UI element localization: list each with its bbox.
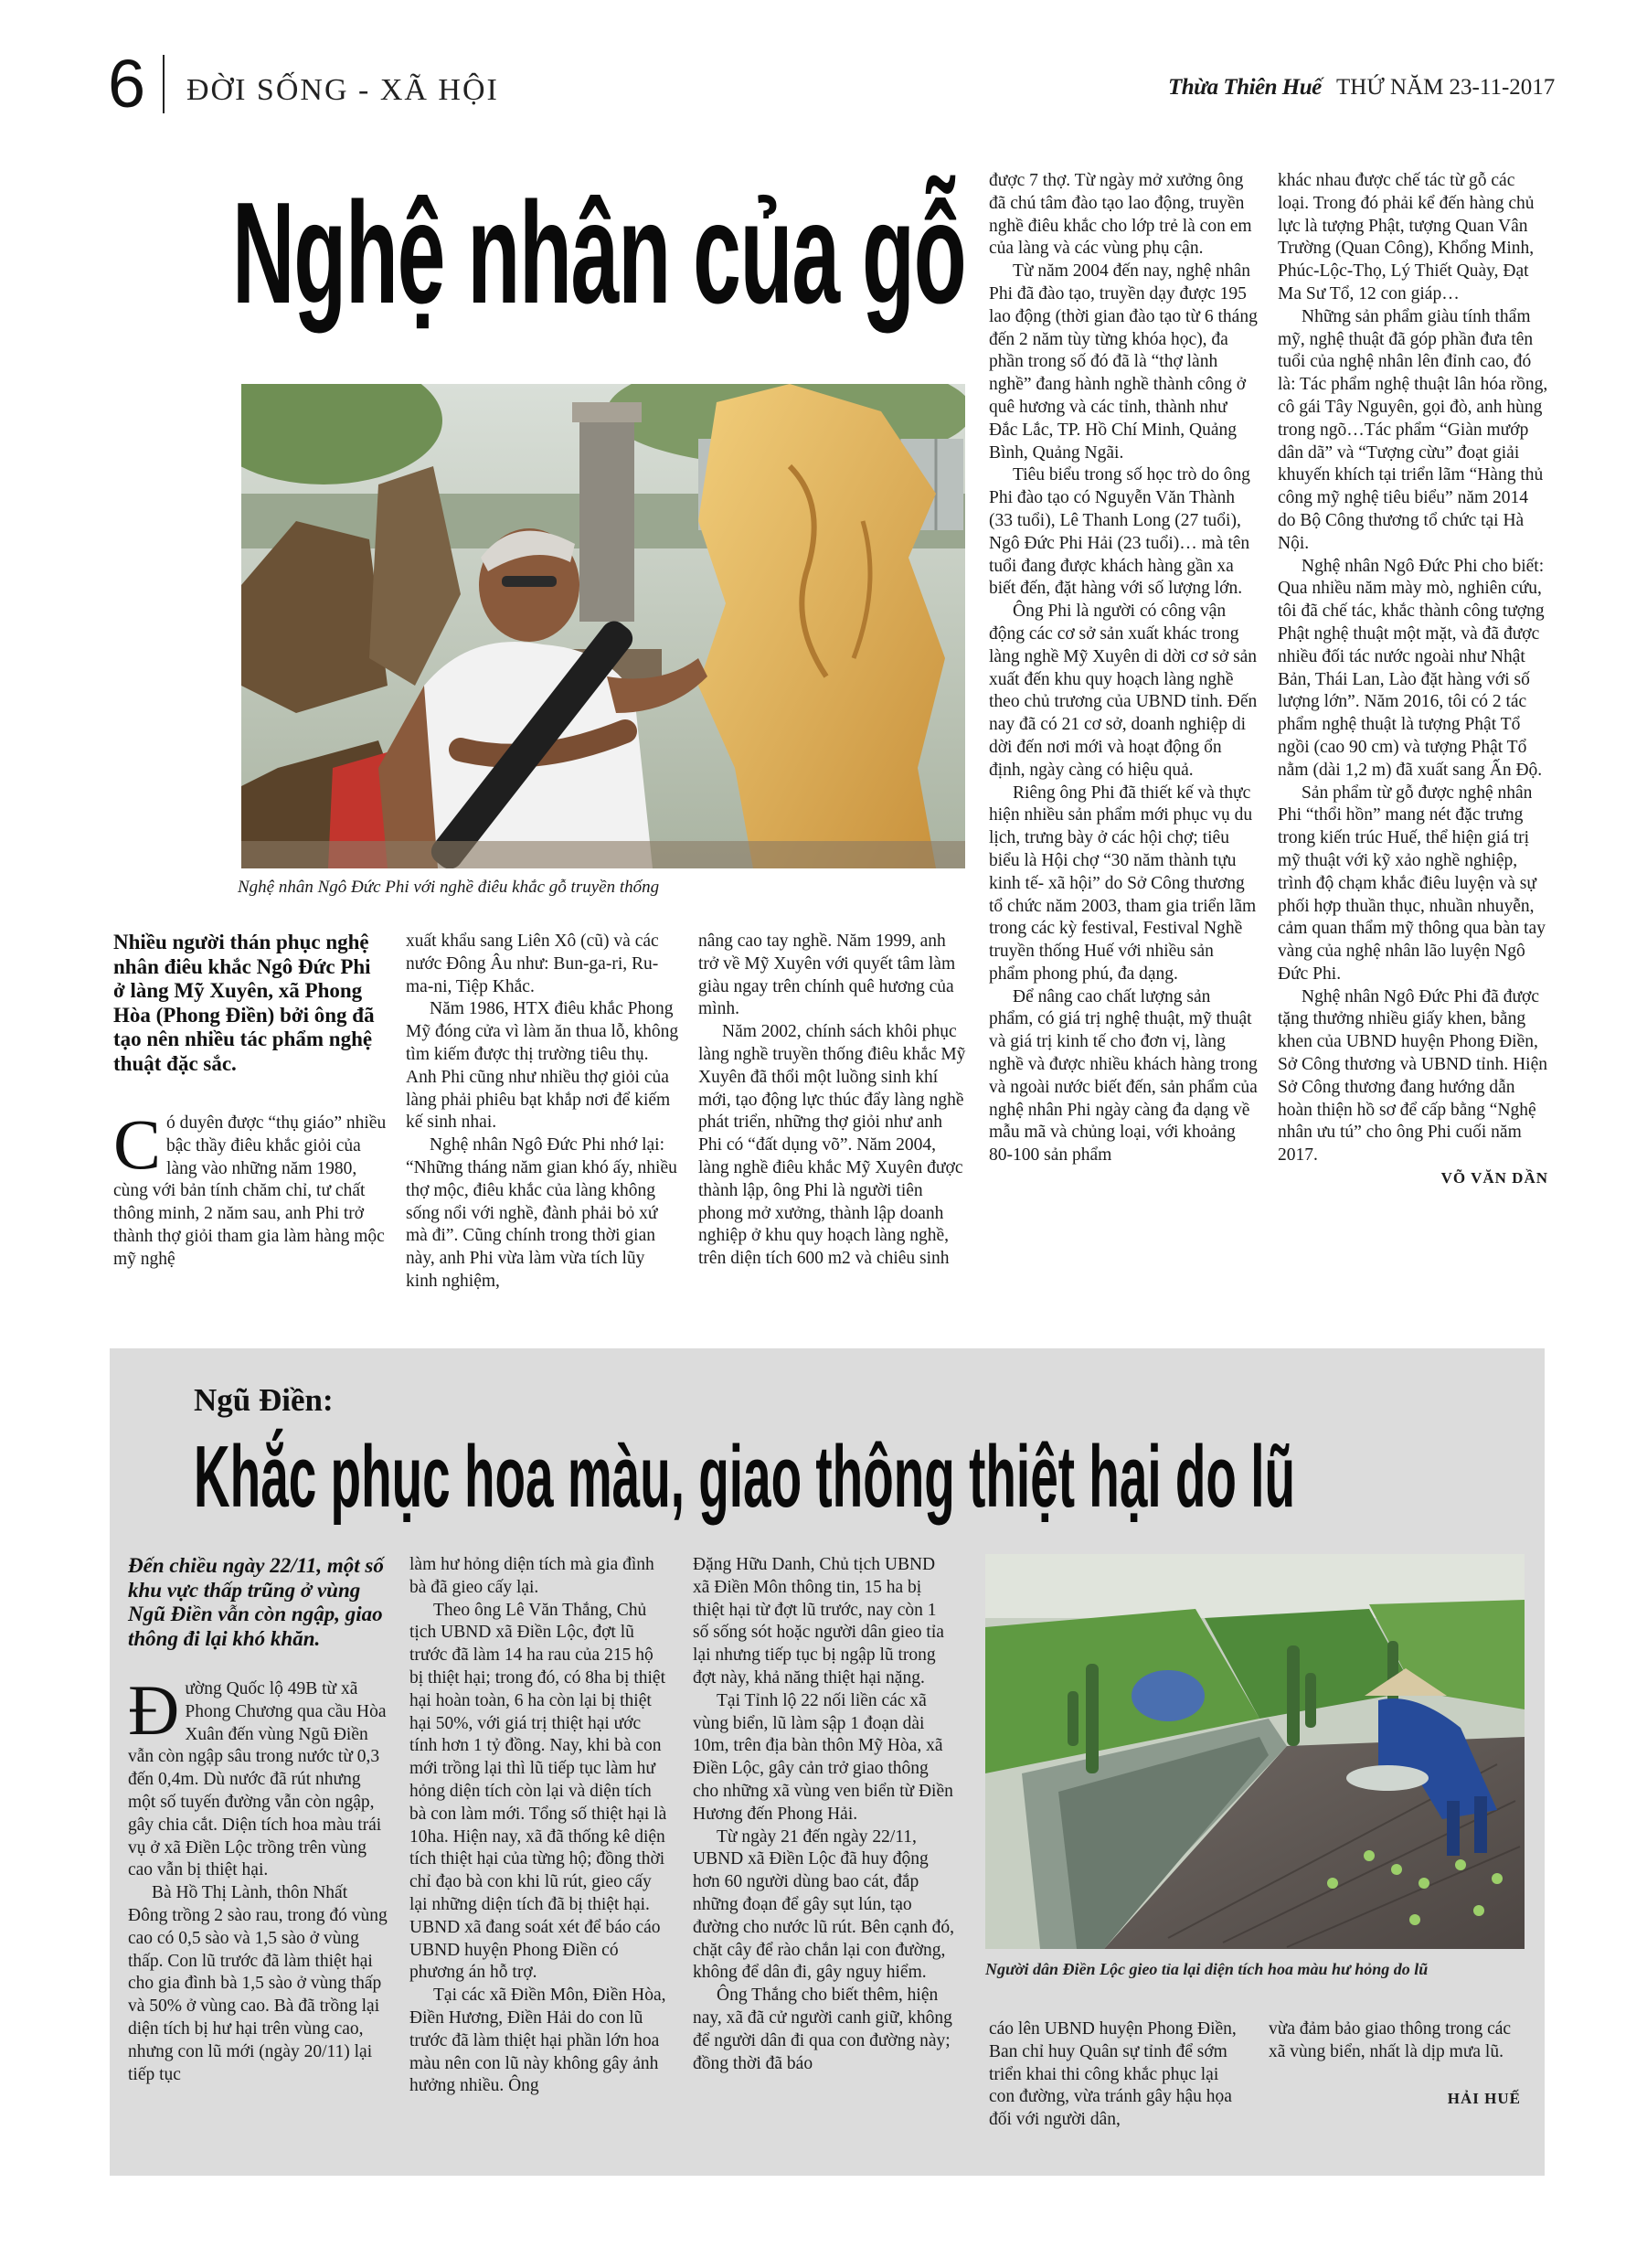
article-title: Nghệ nhân của gỗ [232, 173, 966, 334]
article-paragraph: Ông Phi là người có công vận động các cơ sở sản xuất khác trong làng nghề Mỹ Xuyên di dời cơ sở sản xuất đến khu quy hoạch làng nghề theo chủ trương của UBND tỉnh. Đến nay đã có 21 cơ sở, doanh nghiệp di dời đến nơi mới và hoạt động ổn định, ngày càng có hiệu quả. [989, 602, 1258, 780]
article-paragraph: Tại các xã Điền Môn, Điền Hòa, Điền Hương, Điền Hải do con lũ trước đã làm thiệt hại phần lớn hoa màu nên con lũ này không gây ảnh hưởng nhiều. Ông [409, 1986, 666, 2096]
article-paragraph: Nghệ nhân Ngô Đức Phi đã được tặng thưởng nhiều giấy khen, bằng khen của UBND huyện Phong Điền, Sở Công thương và UBND tỉnh. Hiện Sở Công thương đang hướng dẫn hoàn thiện hồ sơ để cấp bằng “Nghệ nhân ưu tú” cho ông Phi cuối năm 2017. [1278, 986, 1547, 1166]
article-paragraph: Nghệ nhân Ngô Đức Phi nhớ lại: “Những tháng năm gian khó ấy, nhiều thợ mộc, điêu khắc của làng không sống nổi với nghề, đành phải bỏ xứ mà đi”. Cũng chính trong thời gian này, anh Phi vừa làm vừa tích lũy kinh nghiệm, [406, 1135, 677, 1291]
article-paragraph: Ông Thắng cho biết thêm, hiện nay, xã đã cử người canh giữ, không để người dân đi qua con đường này; đồng thời đã báo [693, 1986, 952, 2073]
article2-column-3 [693, 1554, 954, 2075]
article-paragraph: Năm 1986, HTX điêu khắc Phong Mỹ đóng cửa vì làm ăn thua lỗ, không tìm kiếm được thị trường tiêu thụ. Anh Phi cũng như nhiều thợ giỏi của làng phải phiêu bạt khắp nơi để kiếm kế sinh nhai. [406, 999, 679, 1133]
drop-cap: Đ [128, 1670, 180, 1750]
drop-cap: C [113, 1104, 162, 1184]
photo-caption: Nghệ nhân Ngô Đức Phi với nghề điêu khắc gỗ truyền thống [238, 878, 660, 897]
article2-column-1 [128, 1554, 389, 2086]
article-paragraph: Theo ông Lê Văn Thắng, Chủ tịch UBND xã Điền Lộc, đợt lũ trước đã làm 14 ha rau của 215 hộ bị thiệt hại; trong đó, có 8ha bị thiệt hại hoàn toàn, 6 ha còn lại bị thiệt hại 50%, với giá trị thiệt hại ước tính hơn 1 tỷ đồng. Nay, khi bà con mới trồng lại thì lũ tiếp tục làm hư hỏng diện tích còn lại và diện tích bà con làm mới. Tổng số thiệt hại là 10ha. Hiện nay, xã đã thống kê diện tích thiệt hại của từng hộ; đồng thời chỉ đạo bà con khi lũ rút, gieo cấy lại những diện tích đã bị thiệt hại. UBND xã đang soát xét để báo cáo UBND huyện Phong Điền có phương án hỗ trợ. [409, 1600, 667, 1983]
issue-date: THỨ NĂM 23-11-2017 [1336, 75, 1556, 100]
article-paragraph: Đường Quốc lộ 49B từ xã Phong Chương qua cầu Hòa Xuân đến vùng Ngũ Điền vẫn còn ngập sâu trong nước từ 0,3 đến 0,4m. Dù nước đã rút nhưng một số tuyến đường vẫn còn ngập, gây chia cắt. Diện tích hoa màu trái vụ ở xã Điền Lộc trồng trên vùng cao vẫn bị thiệt hại. [128, 1670, 387, 1880]
section-title: ĐỜI SỐNG - XÃ HỘI [186, 73, 499, 107]
article1-column-5 [1278, 170, 1548, 1190]
article-lead: Nhiều người thán phục nghệ nhân điêu khắc Ngô Đức Phi ở làng Mỹ Xuyên, xã Phong Hòa (Phong Điền) bởi ông đã tạo nên nhiều tác phẩm nghệ thuật đặc sắc. [113, 931, 375, 1075]
article-paragraph: xuất khẩu sang Liên Xô (cũ) và các nước Đông Âu như: Bun-ga-ri, Ru-ma-ni, Tiệp Khắc. [406, 932, 659, 996]
author-byline: VÕ VĂN DẦN [1440, 1169, 1548, 1187]
photo-caption: Người dân Điền Lộc gieo tỉa lại diện tích hoa màu hư hỏng do lũ [985, 1960, 1429, 1978]
article2-column-5 [1269, 2018, 1521, 2110]
article-paragraph: được 7 thợ. Từ ngày mở xưởng ông đã chú tâm đào tạo lao động, truyền nghề điêu khắc cho lớp trẻ là con em của làng và các vùng phụ cận. [989, 171, 1252, 259]
article-paragraph: cáo lên UBND huyện Phong Điền, Ban chỉ huy Quân sự tỉnh để sớm triển khai thi công khắc phục lại con đường, vừa tránh gây hậu họa đối với người dân, [989, 2019, 1237, 2130]
article-paragraph: làm hư hỏng diện tích mà gia đình bà đã gieo cấy lại. [409, 1555, 654, 1597]
article-paragraph: Đặng Hữu Danh, Chủ tịch UBND xã Điền Môn thông tin, 15 ha bị thiệt hại từ đợt lũ trước, nay còn 1 số sống sót hoặc người dân gieo tỉa lại nhưng tiếp tục bị ngập lũ trong đợt này, khả năng thiệt hại nặng. [693, 1555, 944, 1688]
article-paragraph: Sản phẩm từ gỗ được nghệ nhân Phi “thổi hồn” mang nét đặc trưng trong kiến trúc Huế, thể hiện giá trị mỹ thuật với kỹ xảo nghề nghiệp, trình độ chạm khắc điêu luyện và sự phối hợp thuần thục, nhuần nhuyễn, cảm quan thẩm mỹ thông qua bàn tay vàng của nghệ nhân lão luyện Ngô Đức Phi. [1278, 783, 1546, 984]
article2-column-2 [409, 1554, 669, 2098]
article-paragraph: vừa đảm bảo giao thông trong các xã vùng biển, nhất là dịp mưa lũ. [1269, 2019, 1512, 2061]
article1-column-1 [113, 931, 388, 1272]
article-paragraph: Từ năm 2004 đến nay, nghệ nhân Phi đã đào tạo, truyền dạy được 195 lao động (thời gian đào tạo từ 6 tháng đến 2 năm tùy từng khóa học), đa phần trong số đó đã là “thợ lành nghề” đang hành nghề thành công ở quê hương và các tỉnh, thành như Đắc Lắc, TP. Hồ Chí Minh, Quảng Bình, Quảng Ngãi. [989, 261, 1258, 463]
article2-column-4 [989, 2018, 1241, 2132]
article-paragraph: Tiêu biểu trong số học trò do ông Phi đào tạo có Nguyễn Văn Thành (33 tuổi), Lê Thanh Long (27 tuổi), Ngô Đức Phi Hải (23 tuổi)… mà tên tuổi đang được khách hàng gần xa biết đến, đặt hàng với số lượng lớn. [989, 465, 1250, 599]
article2-lead: Đến chiều ngày 22/11, một số khu vực thấp trũng ở vùng Ngũ Điền vẫn còn ngập, giao thông đi lại khó khăn. [128, 1554, 384, 1650]
article-paragraph: khác nhau được chế tác từ gỗ các loại. Trong đó phải kể đến hàng chủ lực là tượng Phật, tượng Quan Vân Trường (Quan Công), Khổng Minh, Phúc-Lộc-Thọ, Lý Thiết Quày, Đạt Ma Sư Tổ, 12 con giáp… [1278, 171, 1535, 303]
article2-kicker: Ngũ Điền: [194, 1382, 334, 1418]
article-paragraph: Từ ngày 21 đến ngày 22/11, UBND xã Điền Lộc đã huy động hơn 60 người dùng bao cát, đắp những đoạn để gây sụt lún, tạo đường cho nước lũ rút. Bên cạnh đó, chặt cây để rào chắn lại con đường, không để dân đi, gây nguy hiểm. [693, 1826, 954, 1983]
article-paragraph: nâng cao tay nghề. Năm 1999, anh trở về Mỹ Xuyên với quyết tâm làm giàu ngay trên chính quê hương của mình. [698, 932, 956, 1019]
article-paragraph: Nghệ nhân Ngô Đức Phi cho biết: Qua nhiều năm mày mò, nghiên cứu, tôi đã chế tác, khắc thành công tượng Phật nghệ thuật một mặt, và đã được nhiều đối tác nước ngoài như Nhật Bản, Thái Lan, Lào đặt hàng với số lượng lớn”. Năm 2016, tôi có 2 tác phẩm nghệ thuật là tượng Phật Tổ ngồi (cao 90 cm) và tượng Phật Tổ nằm (dài 1,2 m) đã xuất sang Ấn Độ. [1278, 556, 1545, 780]
article-photo-woodcarver [241, 384, 965, 868]
newspaper-name: Thừa Thiên Huế [1168, 75, 1322, 100]
author-byline: HẢI HUẾ [1447, 2089, 1521, 2107]
article-paragraph: Riêng ông Phi đã thiết kế và thực hiện nhiều sản phẩm mới phục vụ du lịch, trưng bày ở các hội chợ; tiêu biểu là Hội chợ “30 năm thành tựu kinh tế- xã hội” do Sở Công thương tổ chức năm 2003, tham gia triển lãm trong các kỳ festival, Festival Nghề truyền thống Huế với nhiều sản phẩm phong phú, đa dạng. [989, 783, 1257, 984]
article-paragraph: Tại Tỉnh lộ 22 nối liền các xã vùng biển, lũ làm sập 1 đoạn dài 10m, trên địa bàn thôn Mỹ Hòa, xã Điền Lộc, gây cản trở giao thông cho những xã vùng ven biển từ Điền Hương đến Phong Hải. [693, 1690, 953, 1824]
article1-column-2 [406, 931, 680, 1294]
article2-photo-field [985, 1554, 1525, 1949]
article1-column-3 [698, 931, 969, 1271]
header-divider [163, 55, 165, 113]
article-paragraph: Những sản phẩm giàu tính thẩm mỹ, nghệ thuật đã góp phần đưa tên tuổi của nghệ nhân lên đỉnh cao, đó là: Tác phẩm nghệ thuật lân hóa rồng, cô gái Tây Nguyên, gọi đò, anh hùng trong ngõ…Tác phẩm “Giàn mướp dân dã” và “Tượng cừu” đoạt giải khuyến khích tại triển lãm “Hàng thủ công mỹ nghệ tiêu biểu” năm 2014 do Bộ Công thương tổ chức tại Hà Nội. [1278, 306, 1548, 553]
article-paragraph: Năm 2002, chính sách khôi phục làng nghề truyền thống điêu khắc Mỹ Xuyên đã thổi một luồng sinh khí mới, tạo động lực thúc đẩy làng nghề phát triển, những thợ giỏi như anh Phi có “đất dụng võ”. Năm 2004, làng nghề điêu khắc Mỹ Xuyên được thành lập, ông Phi là người tiên phong mở xưởng, thành lập doanh nghiệp ở khu quy hoạch làng nghề, trên diện tích 600 m2 và chiêu sinh [698, 1022, 966, 1269]
article-paragraph: Bà Hồ Thị Lành, thôn Nhất Đông trồng 2 sào rau, trong đó vùng cao có 0,5 sào và 1,5 sào ở vùng thấp. Con lũ trước đã làm thiệt hại cho gia đình bà 1,5 sào ở vùng thấp và 50% ở vùng cao. Bà đã trồng lại diện tích bị hư hại trên vùng cao, nhưng con lũ mới (ngày 20/11) lại tiếp tục [128, 1883, 388, 2084]
article1-column-4 [989, 170, 1258, 1167]
article2-title: Khắc phục hoa màu, giao thông thiệt hại do lũ [194, 1428, 1296, 1526]
page-number: 6 [108, 46, 146, 122]
article-paragraph: Có duyên được “thụ giáo” nhiều bậc thầy điêu khắc giỏi của làng vào những năm 1980, cùng với bản tính chăm chỉ, tư chất thông minh, 2 năm sau, anh Phi trở thành thợ giỏi tham gia làm hàng mộc mỹ nghệ [113, 1104, 387, 1269]
article-paragraph: Để nâng cao chất lượng sản phẩm, có giá trị nghệ thuật, mỹ thuật và giá trị kinh tế cho đơn vị, làng nghề và được nhiều khách hàng trong và ngoài nước biết đến, sản phẩm của nghệ nhân Phi ngày càng đa dạng về mẫu mã và chủng loại, với khoảng 80-100 sản phẩm [989, 986, 1258, 1166]
